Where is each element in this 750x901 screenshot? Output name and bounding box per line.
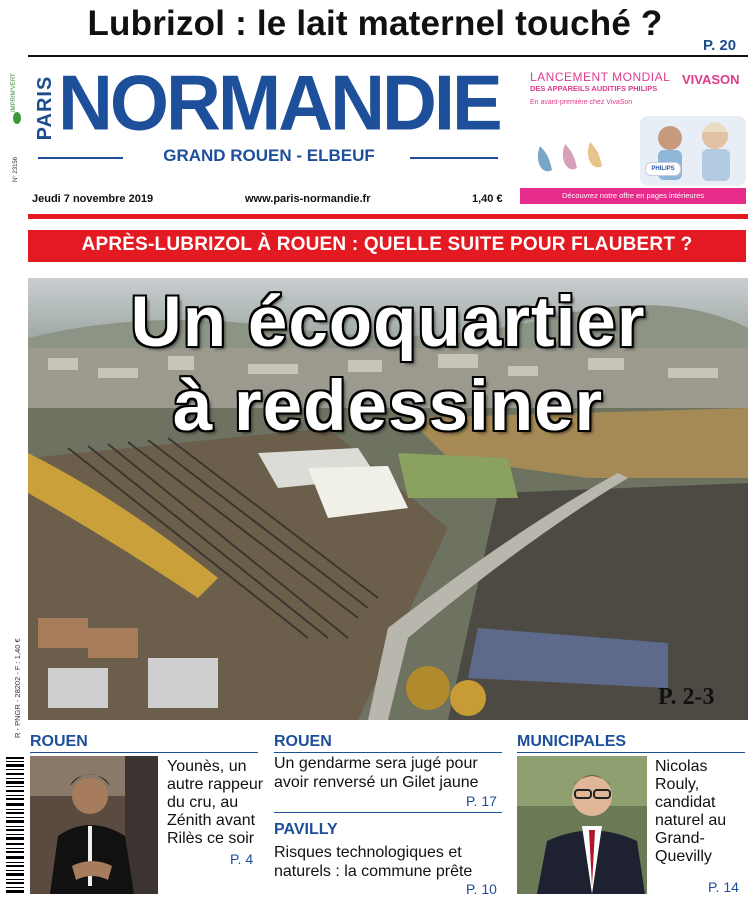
col2-story2[interactable]: Risques technologiques et naturels : la commune prête: [274, 844, 473, 880]
candidate-portrait: [517, 756, 647, 894]
lead-headline-line2[interactable]: à redessiner: [172, 367, 604, 446]
col2-section-title[interactable]: ROUEN: [274, 733, 332, 750]
advertisement[interactable]: [520, 66, 748, 206]
logo-normandie[interactable]: NORMANDIE: [58, 60, 500, 147]
col2-page2-ref: P. 10: [466, 881, 497, 897]
col2-section2-title[interactable]: PAVILLY: [274, 821, 338, 838]
col3-photo[interactable]: [517, 756, 647, 894]
top-divider: [28, 55, 748, 57]
hearing-aid-icon: [563, 144, 577, 169]
hearing-aid-icon: [588, 142, 602, 167]
col1-page-ref: P. 4: [230, 851, 254, 867]
red-rule: [28, 214, 748, 219]
issue-date: Jeudi 7 novembre 2019: [32, 193, 154, 205]
col1-photo[interactable]: [30, 756, 158, 894]
col3-section-title[interactable]: MUNICIPALES: [517, 733, 627, 750]
barcode: [4, 755, 26, 895]
side-code: [6, 590, 26, 740]
col2-rule-middle: [274, 812, 502, 813]
top-teaser-headline[interactable]: Lubrizol : le lait maternel touché ?: [87, 4, 663, 43]
col2-rule-top: [274, 752, 502, 753]
col1-rule: [30, 752, 258, 753]
website-link[interactable]: www.paris-normandie.fr: [245, 193, 371, 205]
ad-person-1: [658, 126, 682, 150]
side-imprint: [3, 70, 31, 220]
ad-footer[interactable]: Découvrez notre offre en pages intérieures: [520, 188, 746, 204]
topic-banner-text: APRÈS-LUBRIZOL À ROUEN : QUELLE SUITE POUR FLAUBERT ?: [81, 234, 693, 255]
topic-banner[interactable]: [28, 230, 746, 262]
rapper-portrait: [30, 756, 158, 894]
col3-rule: [517, 752, 745, 753]
lead-page-ref: P. 2-3: [658, 684, 715, 710]
hearing-aid-icon: [538, 146, 552, 171]
ad-philips-badge: PHILIPS: [645, 162, 681, 176]
ad-brand-logo: VIVASON: [682, 72, 740, 87]
col3-story[interactable]: Nicolas Rouly, candidat naturel au Grand-Quevilly: [655, 758, 727, 865]
col1-story[interactable]: Younès, un autre rappeur du cru, au Zénith avant Rilès ce soir: [167, 758, 264, 847]
col2-page1-ref: P. 17: [466, 793, 497, 809]
top-teaser-page: P. 20: [703, 37, 737, 54]
top-teaser[interactable]: [0, 0, 750, 56]
ad-tagline: En avant-première chez VivaSon: [530, 99, 633, 106]
col2-story1[interactable]: Un gendarme sera jugé pour avoir renversé un Gilet jaune: [274, 755, 479, 791]
imprimvert-leaf-icon: [13, 112, 21, 124]
ad-illustration: [520, 106, 748, 188]
barcode-graphic: [4, 755, 26, 895]
edition-subtitle: GRAND ROUEN - ELBEUF: [163, 146, 375, 165]
side-code-text: R - PNGR - 28202 - F : 1,40 €: [13, 638, 22, 738]
lead-headline-line1[interactable]: Un écoquartier: [130, 283, 646, 362]
imprimvert-label: IMPRIM'VERT: [11, 73, 17, 112]
ad-headline: LANCEMENT MONDIAL: [530, 70, 671, 84]
issue-price: 1,40 €: [472, 193, 503, 205]
col3-page-ref: P. 14: [708, 879, 739, 895]
logo-paris: PARIS: [34, 75, 56, 141]
col1-section-title[interactable]: ROUEN: [30, 733, 88, 750]
ad-subheadline: DES APPAREILS AUDITIFS PHILIPS: [530, 84, 658, 93]
lead-photo[interactable]: [28, 278, 748, 720]
issue-number: N° 23156: [13, 156, 19, 182]
